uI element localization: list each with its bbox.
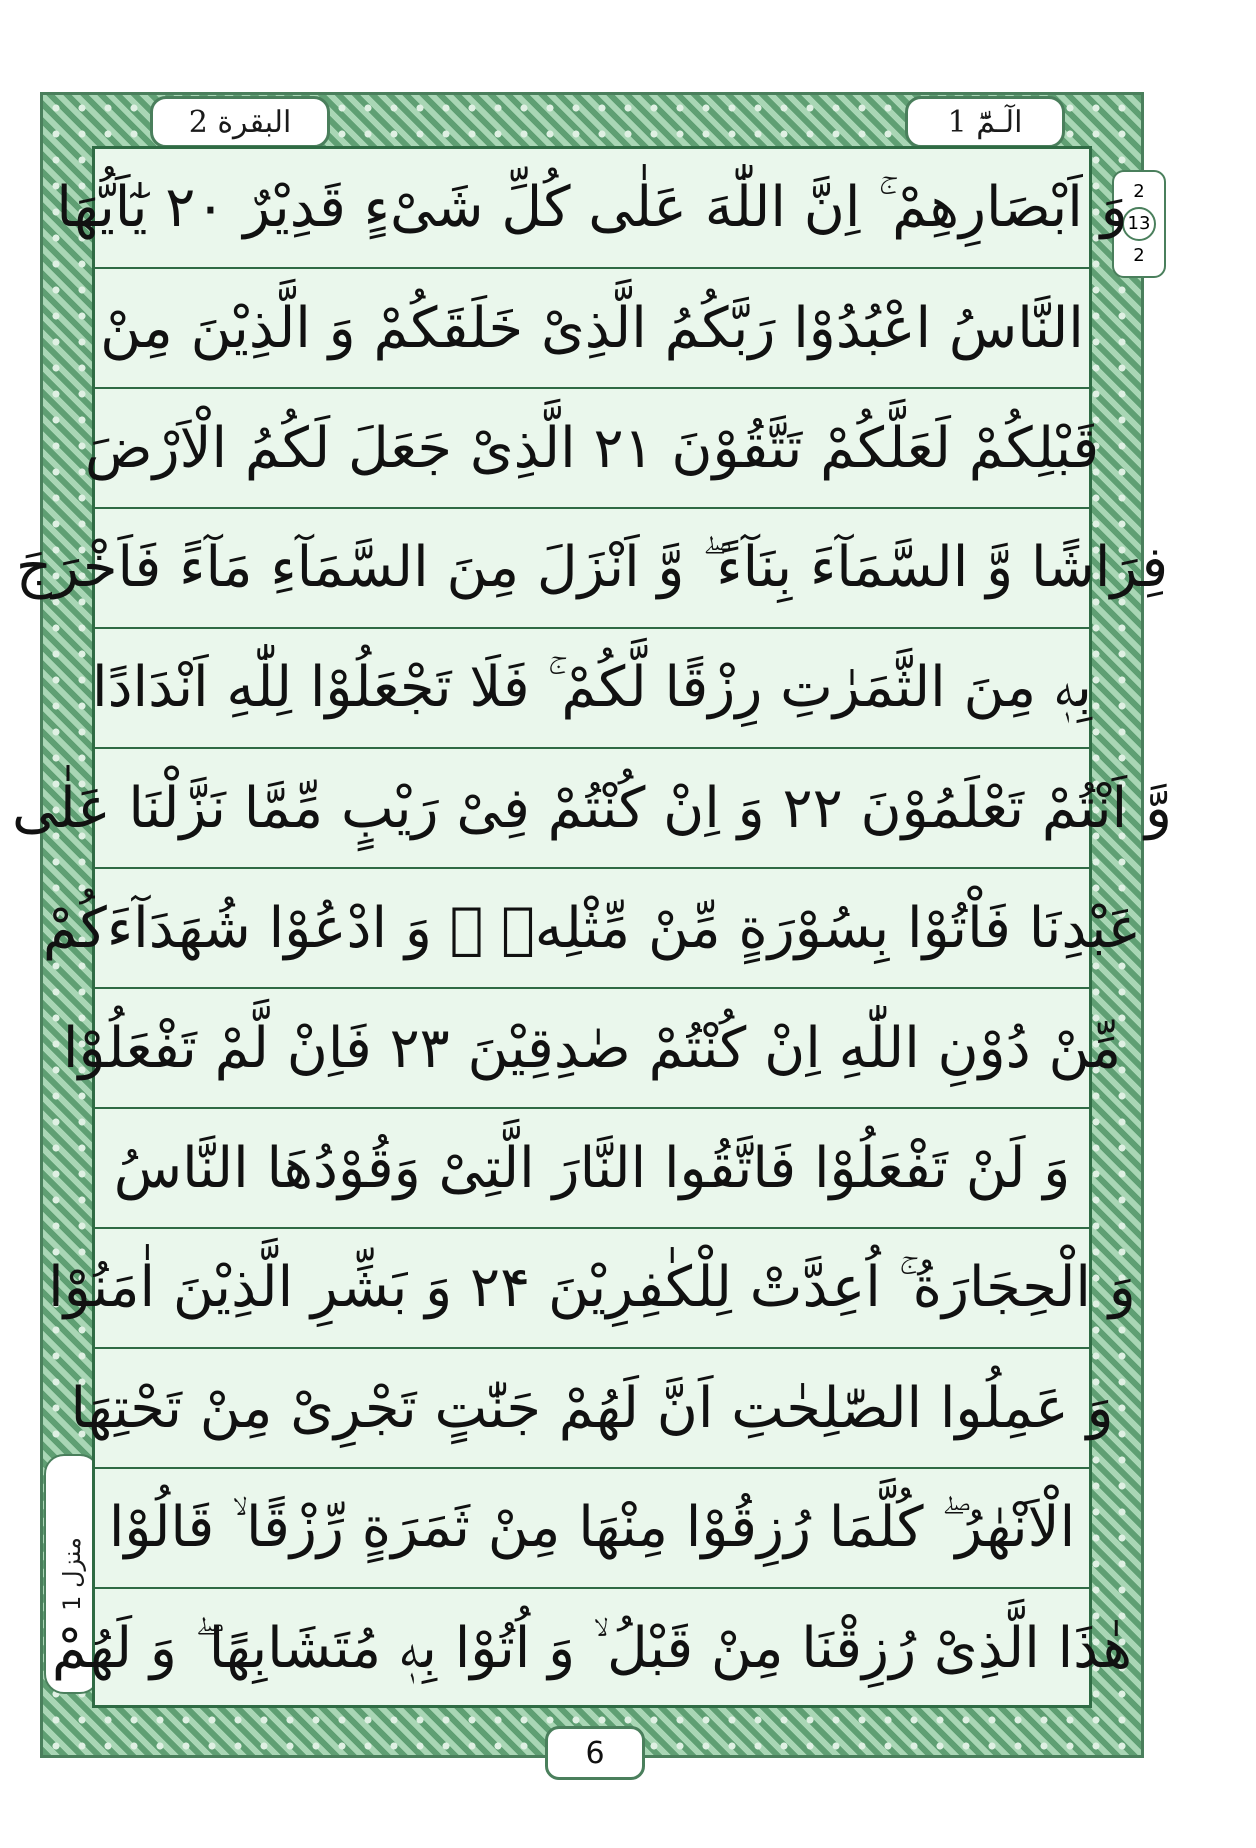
quran-line-text: النَّاسُ اعْبُدُوْا رَبَّكُمُ الَّذِىْ خَلَقَكُمْ وَ الَّذِيْنَ مِنْ xyxy=(100,295,1084,361)
page-number xyxy=(545,1726,645,1780)
quran-line-text: الْاَنْهٰرُ ۖ كُلَّمَا رُزِقُوْا مِنْهَا مِنْ ثَمَرَةٍ رِّزْقًا ۙ قَالُوْا xyxy=(108,1495,1076,1560)
manzil-label: منزل 1 xyxy=(58,1537,86,1611)
quran-line-text: مِّنْ دُوْنِ اللّٰهِ اِنْ كُنْتُمْ صٰدِقِيْنَ ۲۳ فَاِنْ لَّمْ تَفْعَلُوْا xyxy=(62,1015,1122,1081)
surah-header xyxy=(150,96,330,148)
quran-line-text: وَ الْحِجَارَةُ ۚ اُعِدَّتْ لِلْكٰفِرِيْنَ ۲۴ وَ بَشِّرِ الَّذِيْنَ اٰمَنُوْا xyxy=(48,1255,1136,1320)
quran-line-text: قَبْلِكُمْ لَعَلَّكُمْ تَتَّقُوْنَ ۲۱ الَّذِىْ جَعَلَ لَكُمُ الْاَرْضَ xyxy=(84,415,1100,481)
surah-label: البقرة 2 xyxy=(188,104,292,140)
quran-line xyxy=(95,269,1089,389)
page-number-text: 6 xyxy=(585,1735,605,1771)
quran-line xyxy=(95,1469,1089,1589)
juz-label: الٓـمّٓ 1 xyxy=(947,104,1023,140)
quran-line-text: وَ لَنْ تَفْعَلُوْا فَاتَّقُوا النَّارَ الَّتِىْ وَقُوْدُهَا النَّاسُ xyxy=(113,1135,1071,1201)
quran-line xyxy=(12,749,1172,869)
quran-line xyxy=(84,389,1100,509)
quran-line xyxy=(15,509,1169,629)
quran-line xyxy=(56,149,1128,269)
quran-line-text: هٰذَا الَّذِىْ رُزِقْنَا مِنْ قَبْلُ ۙ وَ اُتُوْا بِهٖ مُتَشَابِهًا ۖ وَ لَهُمْ xyxy=(51,1616,1133,1681)
quran-line-text: بِهٖ مِنَ الثَّمَرٰتِ رِزْقًا لَّكُمْ ۚ فَلَا تَجْعَلُوْا لِلّٰهِ اَنْدَادًا xyxy=(92,655,1092,720)
quran-line xyxy=(92,629,1092,749)
quran-line xyxy=(62,989,1122,1109)
quran-line-text: فِرَاشًا وَّ السَّمَآءَ بِنَآءً ۖ وَّ اَنْزَلَ مِنَ السَّمَآءِ مَآءً فَاَخْرَجَ xyxy=(15,535,1169,600)
quran-line xyxy=(48,1229,1136,1349)
quran-line xyxy=(95,1109,1089,1229)
section-counter-middle: 13 xyxy=(1127,213,1151,235)
quran-line xyxy=(70,1349,1114,1469)
section-counter-top: 2 xyxy=(1133,181,1145,203)
quran-line-text: وَ اَبْصَارِهِمْ ۚ اِنَّ اللّٰهَ عَلٰى كُلِّ شَىْءٍ قَدِيْرٌ ۲۰ يٰٓاَيُّهَا xyxy=(56,175,1128,240)
quran-line-text: عَبْدِنَا فَاْتُوْا بِسُوْرَةٍ مِّنْ مِّثْلِهٖ ۖ وَ ادْعُوْا شُهَدَآءَكُمْ xyxy=(42,895,1142,961)
quran-line xyxy=(42,869,1142,989)
quran-line-text: وَ عَمِلُوا الصّٰلِحٰتِ اَنَّ لَهُمْ جَنّٰتٍ تَجْرِىْ مِنْ تَحْتِهَا xyxy=(70,1375,1114,1441)
section-counter-bottom: 2 xyxy=(1133,245,1145,266)
juz-header xyxy=(905,96,1065,148)
quran-line-text: وَّ اَنْتُمْ تَعْلَمُوْنَ ۲۲ وَ اِنْ كُنْتُمْ فِىْ رَيْبٍ مِّمَّا نَزَّلْنَا عَلٰى xyxy=(12,775,1172,841)
quran-line xyxy=(51,1589,1133,1709)
